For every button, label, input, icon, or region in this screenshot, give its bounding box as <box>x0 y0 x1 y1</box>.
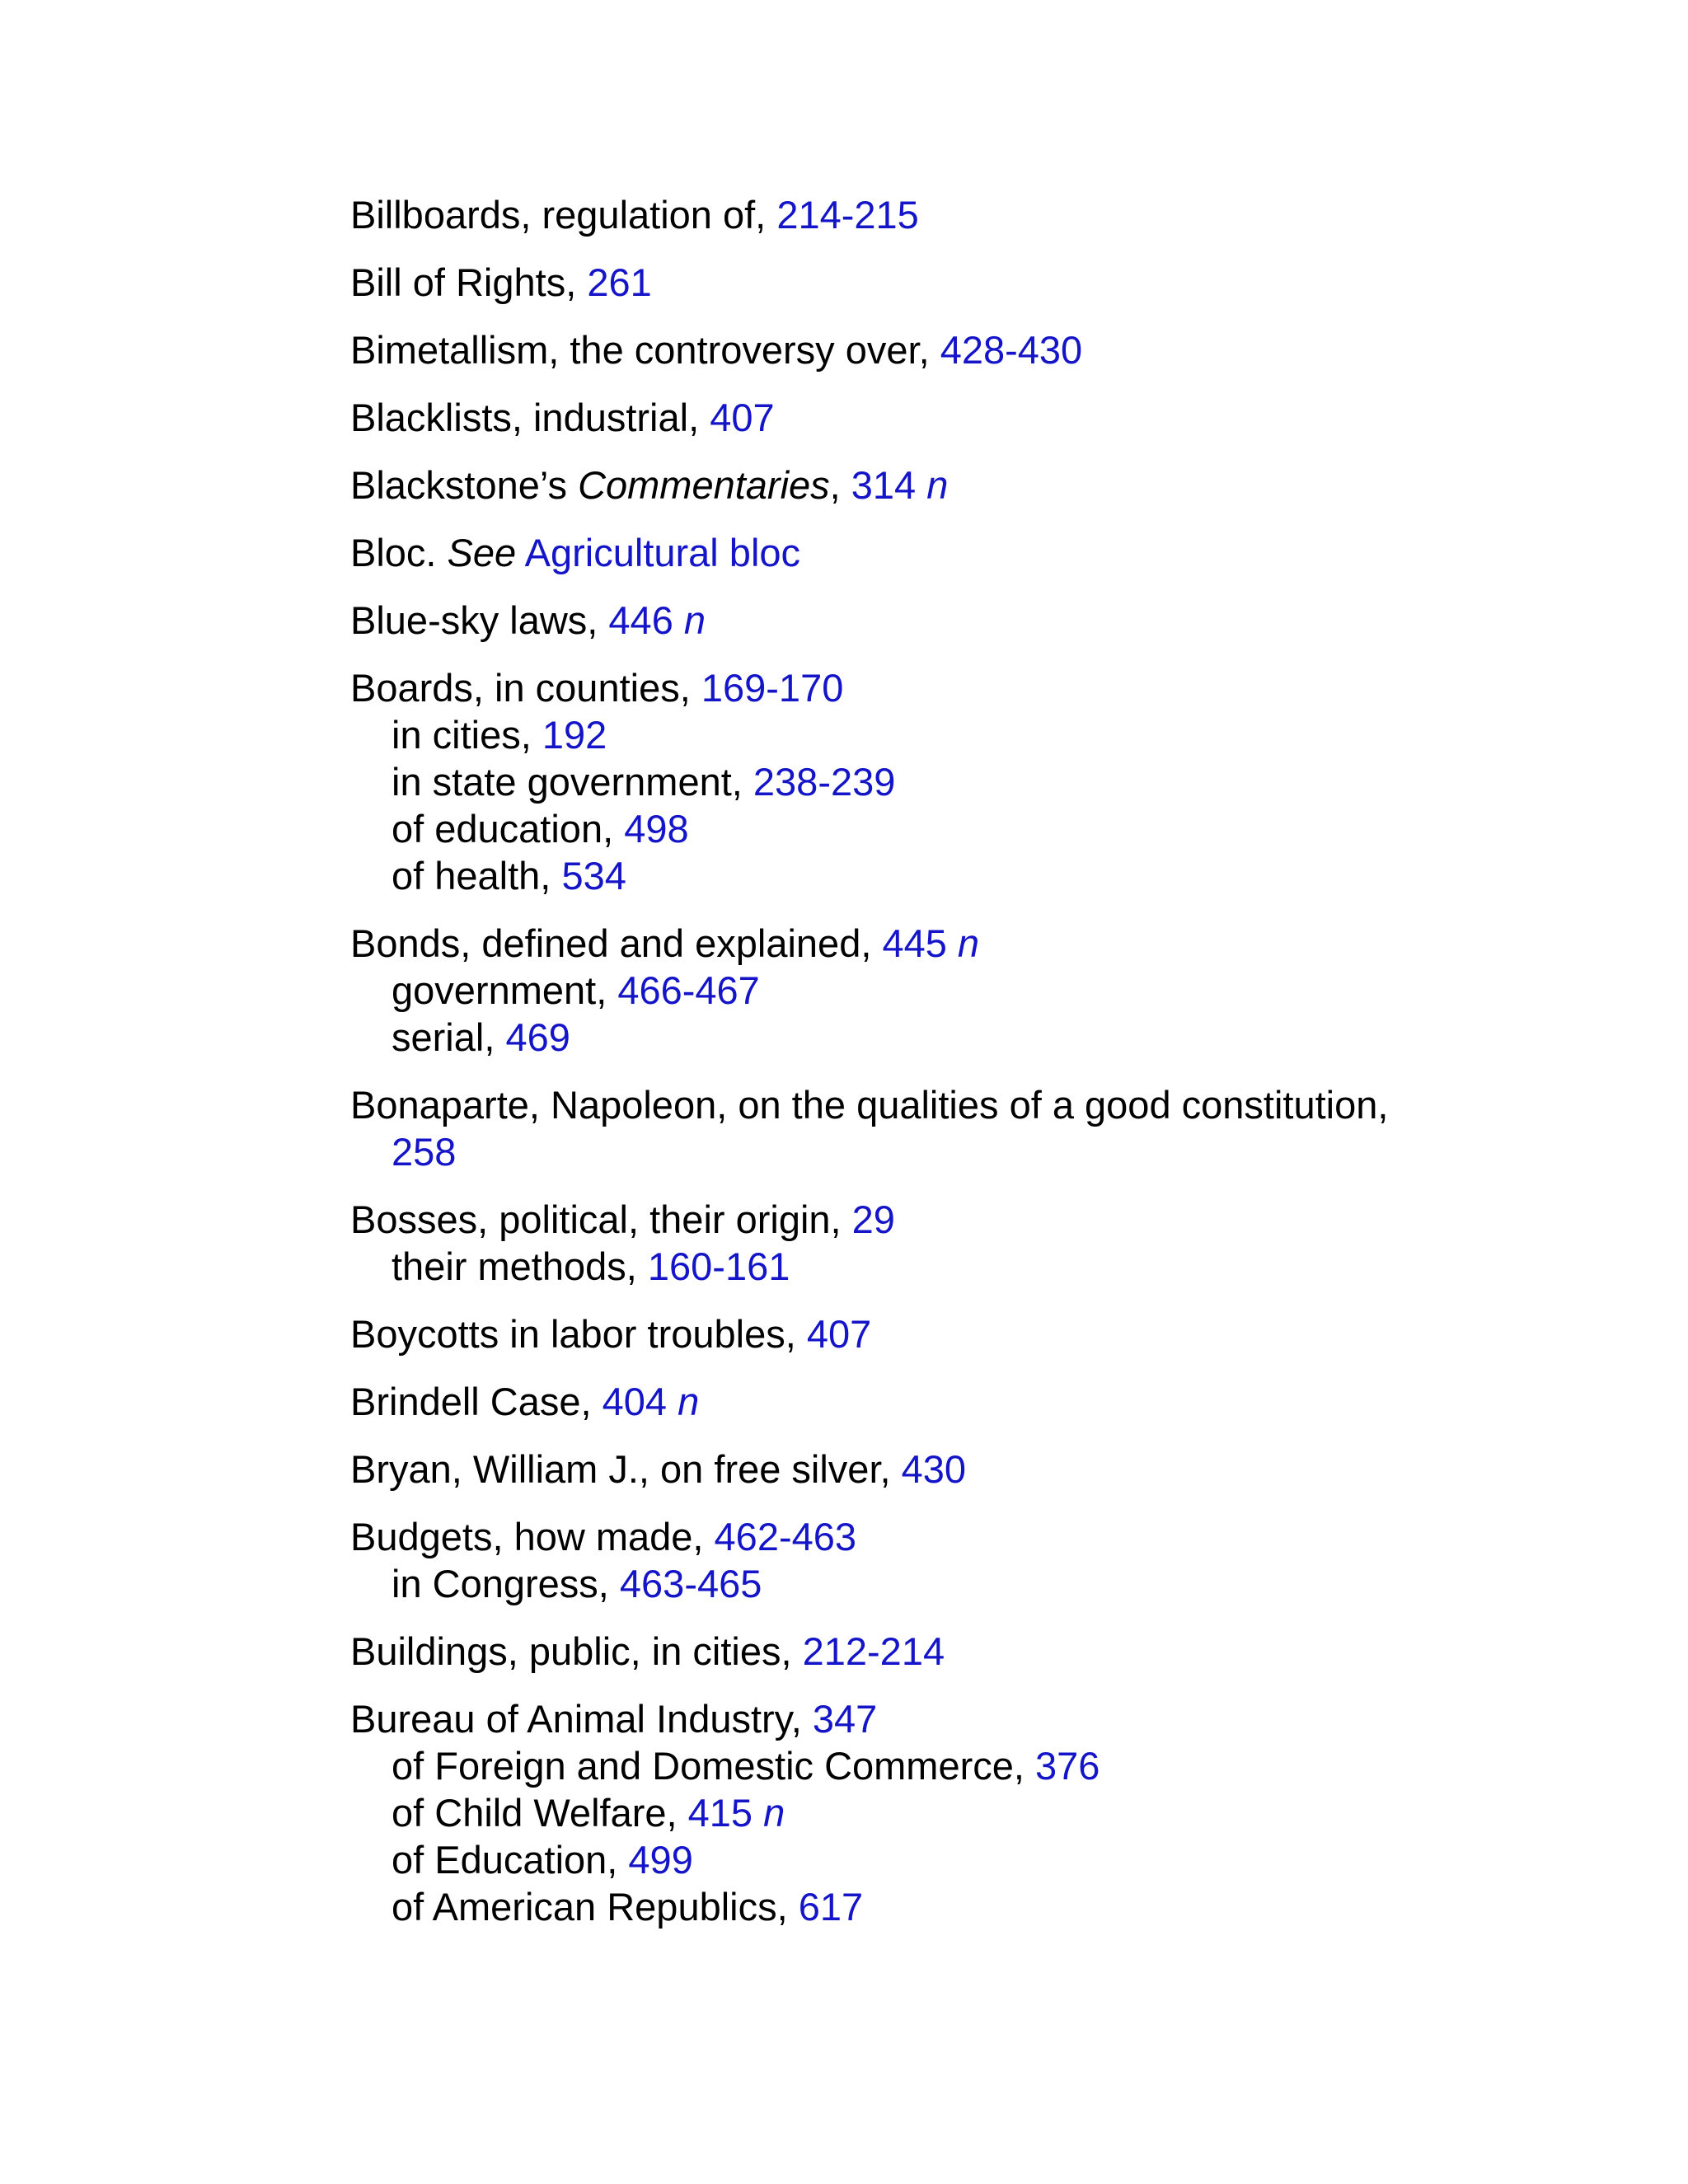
entry-text: Blue-sky laws, <box>350 598 609 642</box>
page-reference-link[interactable]: 169-170 <box>701 666 844 710</box>
index-heading <box>350 1196 1636 1243</box>
index-heading <box>350 1628 1636 1675</box>
page-reference-link[interactable]: n <box>673 598 706 642</box>
page-reference-link[interactable]: 534 <box>561 854 626 898</box>
page-reference-link[interactable]: 192 <box>542 713 607 757</box>
index-heading <box>350 597 1636 644</box>
index-subentry <box>350 1560 1636 1607</box>
entry-text: Brindell Case, <box>350 1380 603 1423</box>
entry-text: Bonds, defined and explained, <box>350 921 883 965</box>
index-entry <box>350 664 1636 899</box>
index-heading <box>350 1446 1636 1493</box>
index-entry <box>350 462 1636 509</box>
page-reference-link[interactable]: 214-215 <box>776 193 919 237</box>
entry-text: Bureau of Animal Industry, <box>350 1697 813 1741</box>
index-heading <box>350 1513 1636 1560</box>
index-subentry <box>350 711 1636 758</box>
index-entry <box>350 1196 1636 1290</box>
page-reference-link[interactable]: 445 <box>882 921 947 965</box>
page-reference-link[interactable]: 160-161 <box>647 1244 790 1288</box>
page-reference-link[interactable]: 430 <box>901 1447 967 1491</box>
entry-text: their methods, <box>392 1244 648 1288</box>
page-reference-link[interactable]: 261 <box>587 260 652 304</box>
index-heading <box>350 259 1636 306</box>
page-reference-link[interactable]: 446 <box>608 598 673 642</box>
page-reference-link[interactable]: 469 <box>505 1015 570 1059</box>
page-reference-link[interactable]: 407 <box>806 1312 872 1356</box>
index-subentry <box>350 805 1636 852</box>
entry-text: Blacklists, industrial, <box>350 396 710 439</box>
index-entry <box>350 1628 1636 1675</box>
page-reference-link[interactable]: 29 <box>851 1197 895 1241</box>
entry-text: Budgets, how made, <box>350 1515 715 1558</box>
entry-text: of American Republics, <box>392 1885 799 1929</box>
index-entry <box>350 1513 1636 1607</box>
index-subentry <box>350 852 1636 899</box>
entry-text: of Child Welfare, <box>392 1791 688 1835</box>
page-reference-link[interactable]: 463-465 <box>619 1562 762 1605</box>
index-heading <box>350 326 1636 373</box>
index-entry <box>350 529 1636 576</box>
entry-text: serial, <box>392 1015 506 1059</box>
page-reference-link[interactable]: n <box>753 1791 785 1835</box>
entry-text: Buildings, public, in cities, <box>350 1629 803 1673</box>
index-subentry <box>350 1836 1636 1883</box>
entry-text <box>516 531 524 574</box>
entry-text: in cities, <box>392 713 542 757</box>
page-reference-link[interactable]: 466-467 <box>617 968 760 1012</box>
page-reference-link[interactable]: 462-463 <box>714 1515 857 1558</box>
page-reference-link[interactable]: n <box>946 921 980 965</box>
index-entry <box>350 1378 1636 1425</box>
page-reference-link[interactable]: 347 <box>812 1697 878 1741</box>
page-reference-link[interactable]: n <box>667 1380 700 1423</box>
entry-text: government, <box>392 968 618 1012</box>
page-reference-link[interactable]: 238-239 <box>753 760 896 804</box>
index-entry <box>350 920 1636 1061</box>
index-heading <box>350 1695 1636 1742</box>
index-subentry <box>350 1014 1636 1061</box>
entry-text: in Congress, <box>392 1562 620 1605</box>
index-subentry <box>350 1789 1636 1836</box>
page-reference-link[interactable]: 212-214 <box>802 1629 945 1673</box>
page-reference-link[interactable]: 407 <box>710 396 775 439</box>
page-reference-link[interactable]: 498 <box>624 807 689 851</box>
entry-text: of Foreign and Domestic Commerce, <box>392 1744 1036 1788</box>
index-entry <box>350 1310 1636 1357</box>
entry-text: Bryan, William J., on free silver, <box>350 1447 902 1491</box>
page-reference-link[interactable]: 617 <box>798 1885 864 1929</box>
index-entry <box>350 191 1636 238</box>
index-subentry <box>350 1742 1636 1789</box>
index-entry <box>350 597 1636 644</box>
index-entry <box>350 1446 1636 1493</box>
entry-text: Bonaparte, Napoleon, on the qualities of a good constitution, <box>350 1083 1389 1127</box>
entry-text: Bill of Rights, <box>350 260 588 304</box>
italic-text: Commentaries <box>578 463 830 507</box>
page-reference-link[interactable]: 428-430 <box>940 328 1083 372</box>
entry-text: of health, <box>392 854 562 898</box>
index-subentry <box>350 1243 1636 1290</box>
index-page <box>350 191 1636 1951</box>
index-heading <box>350 1378 1636 1425</box>
entry-text: Bosses, political, their origin, <box>350 1197 852 1241</box>
page-reference-link[interactable]: 499 <box>628 1838 693 1882</box>
index-entry <box>350 259 1636 306</box>
index-subentry <box>350 758 1636 805</box>
index-heading <box>350 664 1636 711</box>
entry-text: of education, <box>392 807 625 851</box>
entry-text: in state government, <box>392 760 753 804</box>
page-reference-link[interactable]: n <box>916 463 949 507</box>
entry-text: Boards, in counties, <box>350 666 701 710</box>
index-heading <box>350 1310 1636 1357</box>
index-entry <box>350 394 1636 441</box>
page-reference-link[interactable]: 314 <box>851 463 917 507</box>
index-entry <box>350 1081 1636 1175</box>
index-subentry <box>350 1883 1636 1930</box>
page-reference-link[interactable]: 376 <box>1035 1744 1100 1788</box>
index-entry <box>350 326 1636 373</box>
italic-text: See <box>447 531 517 574</box>
entry-text: , <box>829 463 851 507</box>
index-heading <box>350 1081 1636 1175</box>
index-subentry <box>350 967 1636 1014</box>
index-entry <box>350 1695 1636 1930</box>
entry-text: Blackstone’s <box>350 463 579 507</box>
entry-text: Boycotts in labor troubles, <box>350 1312 807 1356</box>
page-reference-link[interactable]: 415 <box>687 1791 753 1835</box>
page-reference-link[interactable]: 404 <box>602 1380 668 1423</box>
index-heading <box>350 920 1636 967</box>
entry-text: Bloc. <box>350 531 448 574</box>
index-heading <box>350 462 1636 509</box>
entry-text: Billboards, regulation of, <box>350 193 777 237</box>
entry-text: of Education, <box>392 1838 629 1882</box>
entry-text: Bimetallism, the controversy over, <box>350 328 940 372</box>
page-reference-link[interactable]: Agricultural bloc <box>524 531 801 574</box>
index-heading <box>350 394 1636 441</box>
index-heading <box>350 191 1636 238</box>
index-heading <box>350 529 1636 576</box>
page-reference-link[interactable]: 258 <box>392 1130 457 1174</box>
